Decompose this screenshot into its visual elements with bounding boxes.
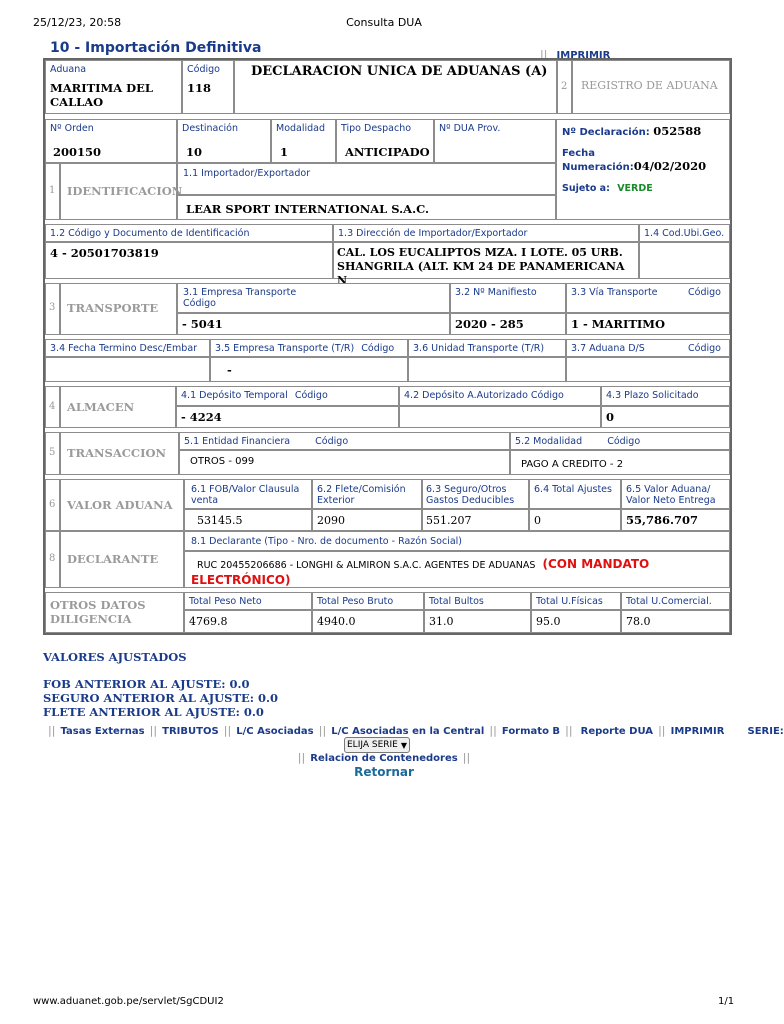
aduana-ds-label-cell [566, 339, 730, 357]
empresa-tr-label-cell [210, 339, 408, 357]
orden-label: Nº Orden [50, 123, 94, 134]
flete-value: 2090 [317, 514, 345, 527]
transp-label-cell [60, 283, 177, 335]
separator: || [48, 724, 56, 737]
almacen-num-cell [45, 386, 60, 428]
modalidad-pago-label: 5.2 Modalidad [515, 436, 583, 447]
serie-select-value: ELIJA SERIE [347, 740, 398, 750]
modalidad-pago-label-cell [510, 432, 730, 450]
deposito-label-cell [176, 386, 399, 406]
empresa-label-cell [177, 283, 450, 313]
formato-b-link[interactable]: Formato B [501, 726, 561, 737]
direccion-value: CAL. LOS EUCALIPTOS MZA. I LOTE. 05 URB. SHANGRILA (ALT. KM 24 DE PANAMERICANA N [337, 246, 625, 287]
valor-label-cell [60, 479, 184, 531]
valor-aduana-value-cell [621, 509, 730, 531]
registro-label: REGISTRO DE ADUANA [581, 79, 718, 92]
bultos-value-cell [424, 610, 531, 633]
empresa-value-cell [177, 313, 450, 335]
empresa-tr-value-cell [210, 357, 408, 382]
print-footer-url: www.aduanet.gob.pe/servlet/SgCDUI2 [33, 996, 224, 1007]
valor-aduana-label-cell [621, 479, 730, 509]
fob-value-cell [184, 509, 312, 531]
autorizado-value-cell [399, 406, 601, 428]
declarante-value-cell [184, 551, 730, 588]
ufisicas-value-cell [531, 610, 621, 633]
decl-label: DECLARANTE [67, 552, 159, 566]
plazo-value: 0 [606, 410, 615, 424]
fecha-term-value-cell [45, 357, 210, 382]
ajuste-flete: FLETE ANTERIOR AL AJUSTE: 0.0 [43, 705, 264, 719]
sujeto-value: VERDE [617, 183, 653, 194]
declaracion-label: Nº Declaración: [562, 127, 650, 138]
registro-cell [572, 60, 730, 114]
seguro-value: 551.207 [426, 514, 472, 527]
aduana-value: MARITIMA DEL CALLAO [50, 81, 154, 109]
destinacion-cell [177, 119, 271, 163]
ajustados-title: VALORES AJUSTADOS [43, 650, 187, 664]
orden-cell [45, 119, 177, 163]
links-bar [48, 719, 784, 738]
ubigeo-label-cell [639, 224, 730, 242]
retornar-row [0, 761, 768, 780]
sujeto-label: Sujeto a: [562, 183, 610, 194]
empresa-codigo-label: Código [183, 298, 216, 309]
empresa-tr-label: 3.5 Empresa Transporte (T/R) [215, 343, 355, 354]
declarante-value-line [191, 556, 723, 587]
modalidad-cell [271, 119, 336, 163]
valor-aduana-label: 6.5 Valor Aduana/ Valor Neto Entrega [626, 484, 716, 506]
declaracion-cell [556, 119, 730, 220]
fecha-term-label: 3.4 Fecha Termino Desc/Embar [50, 343, 198, 354]
fob-value: 53145.5 [197, 514, 243, 527]
dua-title: DECLARACION UNICA DE ADUANAS (A) [251, 64, 548, 79]
codigo-doc-value: 4 - 20501703819 [50, 246, 159, 260]
empresa-tr-value: - [227, 363, 232, 377]
seguro-value-cell [422, 509, 529, 531]
dua-prov-cell [434, 119, 556, 163]
plazo-label-cell [601, 386, 730, 406]
ajustados-list [43, 677, 278, 719]
bultos-value: 31.0 [429, 615, 454, 628]
importador-value-cell [177, 195, 556, 220]
entidad-value: OTROS - 099 [190, 456, 255, 467]
valor-num: 6 [49, 499, 56, 510]
ajustes-label-cell [529, 479, 621, 509]
flete-value-cell [312, 509, 422, 531]
ubigeo-value-cell [639, 242, 730, 279]
tasas-externas-link[interactable]: Tasas Externas [60, 726, 145, 737]
contenedores-link[interactable]: Relacion de Contenedores [310, 753, 458, 764]
codigo-doc-value-cell [45, 242, 333, 279]
separator: || [489, 724, 497, 737]
reporte-dua-link[interactable]: Reporte DUA [580, 726, 653, 737]
dua-title-cell [234, 60, 557, 114]
trans-label-cell [60, 432, 179, 475]
entidad-value-cell [179, 450, 510, 475]
transp-label: TRANSPORTE [67, 301, 159, 315]
ajuste-seguro: SEGURO ANTERIOR AL AJUSTE: 0.0 [43, 691, 279, 705]
peso-bruto-value-cell [312, 610, 424, 633]
ident-num-cell [45, 163, 60, 220]
codigo-value: 118 [187, 81, 212, 95]
orden-value: 200150 [53, 145, 102, 159]
ucomercial-value: 78.0 [626, 615, 651, 628]
reg-num: 2 [561, 81, 568, 92]
declaracion-value: 052588 [653, 124, 702, 138]
modalidad-label: Modalidad [276, 123, 326, 134]
bultos-label: Total Bultos [429, 596, 484, 607]
importador-value: LEAR SPORT INTERNATIONAL S.A.C. [186, 202, 430, 216]
peso-neto-label-cell [184, 592, 312, 610]
empresa-label: 3.1 Empresa Transporte [183, 287, 297, 298]
separator: || [223, 724, 232, 737]
separator: || [297, 751, 306, 764]
declarante-value: RUC 20455206686 - LONGHI & ALMIRON S.A.C. AGENTES DE ADUANAS [197, 560, 536, 571]
entidad-codigo: Código [315, 436, 349, 447]
modalidad-value: 1 [280, 145, 289, 159]
codigo-doc-label-cell [45, 224, 333, 242]
autorizado-label-cell [399, 386, 601, 406]
modalidad-pago-label-line [515, 436, 729, 447]
via-label-cell [566, 283, 730, 313]
empresa-value: - 5041 [182, 317, 223, 331]
retornar-link[interactable]: Retornar [354, 765, 414, 779]
sujeto-line [562, 183, 729, 194]
seguro-label: 6.3 Seguro/Otros Gastos Deducibles [426, 484, 515, 506]
fob-label-cell [184, 479, 312, 509]
entidad-label-cell [179, 432, 510, 450]
importador-label: 1.1 Importador/Exportador [183, 168, 311, 179]
importador-label-cell [177, 163, 556, 195]
declarante-label: 8.1 Declarante (Tipo - Nro. de documento - Razón Social) [191, 536, 462, 547]
unidad-value-cell [408, 357, 566, 382]
transp-num-cell [45, 283, 60, 335]
decl-num-cell [45, 531, 60, 588]
modalidad-pago-value-cell [510, 450, 730, 475]
valor-aduana-value: 55,786.707 [626, 513, 699, 527]
transp-num: 3 [49, 302, 56, 313]
direccion-value-cell [333, 242, 639, 287]
peso-neto-value: 4769.8 [189, 615, 228, 628]
plazo-label: 4.3 Plazo Solicitado [606, 390, 699, 401]
header-print-link[interactable]: IMPRIMIR [556, 50, 611, 61]
plazo-value-cell [601, 406, 730, 428]
valor-label: VALOR ADUANA [67, 498, 173, 512]
peso-neto-label: Total Peso Neto [189, 596, 262, 607]
aduana-label: Aduana [50, 64, 87, 75]
separator: || [318, 724, 327, 737]
flete-label: 6.2 Flete/Comisión Exterior [317, 484, 406, 506]
page-title: 10 - Importación Definitiva [50, 40, 262, 56]
aduana-ds-label: 3.7 Aduana D/S [571, 343, 645, 354]
decl-num: 8 [49, 553, 56, 564]
trans-num: 5 [49, 447, 56, 458]
separator: || [565, 724, 573, 737]
codigo-doc-label: 1.2 Código y Documento de Identificación [50, 228, 250, 239]
fecha-value: 04/02/2020 [633, 159, 707, 173]
via-value-cell [566, 313, 730, 335]
ident-label-cell [60, 163, 183, 220]
ucomercial-value-cell [621, 610, 730, 633]
separator: || [149, 724, 158, 737]
manifiesto-label-cell [450, 283, 566, 313]
manifiesto-label: 3.2 Nº Manifiesto [455, 287, 537, 298]
declaracion-line [562, 124, 729, 138]
otros-label: OTROS DATOS DILIGENCIA [50, 598, 146, 626]
almacen-label-cell [60, 386, 176, 428]
ajustes-label: 6.4 Total Ajustes [534, 484, 612, 495]
ajustes-value-cell [529, 509, 621, 531]
aduana-ds-value-cell [566, 357, 730, 382]
valor-num-cell [45, 479, 60, 531]
destinacion-label: Destinación [182, 123, 239, 134]
tipo-despacho-cell [336, 119, 434, 163]
ajuste-fob: FOB ANTERIOR AL AJUSTE: 0.0 [43, 677, 250, 691]
ufisicas-value: 95.0 [536, 615, 561, 628]
trans-num-cell [45, 432, 60, 475]
ucomercial-label-cell [621, 592, 730, 610]
declarante-label-cell [184, 531, 730, 551]
reg-num-cell [557, 60, 572, 114]
bultos-label-cell [424, 592, 531, 610]
separator: || [540, 48, 548, 61]
serie-label: SERIE: [747, 726, 784, 737]
tributos-link[interactable]: TRIBUTOS [162, 726, 219, 737]
via-codigo-label: Código [688, 287, 721, 298]
tipo-despacho-value: ANTICIPADO [345, 145, 430, 159]
codigo-cell [182, 60, 234, 114]
ubigeo-label: 1.4 Cod.Ubi.Geo. [644, 228, 725, 239]
lc-central-link[interactable]: L/C Asociadas en la Central [331, 726, 485, 737]
lc-asociadas-link[interactable]: L/C Asociadas [236, 726, 314, 737]
ident-label: IDENTIFICACION [67, 184, 183, 198]
ident-num: 1 [49, 185, 56, 196]
aduana-ds-codigo: Código [688, 343, 721, 354]
flete-label-cell [312, 479, 422, 509]
separator: || [462, 751, 471, 764]
ufisicas-label: Total U.Físicas [536, 596, 603, 607]
empresa-tr-label-line [215, 343, 407, 354]
entidad-label-line [184, 436, 509, 447]
deposito-label-line [181, 390, 398, 401]
seguro-label-cell [422, 479, 529, 509]
imprimir-link[interactable]: IMPRIMIR [670, 726, 725, 737]
print-page-title: Consulta DUA [346, 16, 422, 29]
chevron-down-icon: ▼ [400, 740, 408, 750]
aduana-ds-label-line [571, 343, 729, 354]
separator: || [658, 724, 666, 737]
almacen-label: ALMACEN [67, 400, 135, 414]
ucomercial-label: Total U.Comercial. [626, 596, 712, 607]
almacen-num: 4 [49, 401, 56, 412]
manifiesto-value-cell [450, 313, 566, 335]
fecha-line [562, 148, 729, 173]
fecha-term-label-cell [45, 339, 210, 357]
ufisicas-label-cell [531, 592, 621, 610]
via-label-line [571, 287, 729, 298]
decl-label-cell [60, 531, 184, 588]
fecha-label: Fecha Numeración: [562, 148, 634, 173]
otros-label-cell [45, 592, 184, 633]
print-footer-page: 1/1 [718, 996, 735, 1007]
autorizado-label: 4.2 Depósito A.Autorizado Código [404, 390, 564, 401]
manifiesto-value: 2020 - 285 [455, 317, 524, 331]
tipo-despacho-label: Tipo Despacho [341, 123, 412, 134]
modalidad-pago-value: PAGO A CREDITO - 2 [521, 459, 624, 470]
empresa-tr-codigo: Código [361, 343, 395, 354]
fob-label: 6.1 FOB/Valor Clausula venta [191, 484, 300, 506]
direccion-label: 1.3 Dirección de Importador/Exportador [338, 228, 528, 239]
unidad-label: 3.6 Unidad Transporte (T/R) [413, 343, 545, 354]
aduana-cell [45, 60, 182, 114]
via-label: 3.3 Vía Transporte [571, 287, 658, 298]
dua-prov-label: Nº DUA Prov. [439, 123, 501, 134]
deposito-codigo: Código [294, 390, 328, 401]
direccion-label-cell [333, 224, 639, 242]
codigo-label: Código [187, 64, 220, 75]
mandato-label: (CON MANDATO ELECTRÓNICO) [191, 557, 650, 587]
peso-bruto-value: 4940.0 [317, 615, 356, 628]
via-value: 1 - MARITIMO [571, 317, 666, 331]
entidad-label: 5.1 Entidad Financiera [184, 436, 291, 447]
peso-bruto-label: Total Peso Bruto [317, 596, 394, 607]
print-datetime: 25/12/23, 20:58 [33, 16, 122, 29]
unidad-label-cell [408, 339, 566, 357]
deposito-value-cell [176, 406, 399, 428]
deposito-value: - 4224 [181, 410, 222, 424]
destinacion-value: 10 [186, 145, 203, 159]
modalidad-pago-codigo: Código [607, 436, 641, 447]
ajustes-value: 0 [534, 514, 541, 527]
peso-neto-value-cell [184, 610, 312, 633]
deposito-label: 4.1 Depósito Temporal [181, 390, 288, 401]
peso-bruto-label-cell [312, 592, 424, 610]
trans-label: TRANSACCION [67, 446, 166, 460]
